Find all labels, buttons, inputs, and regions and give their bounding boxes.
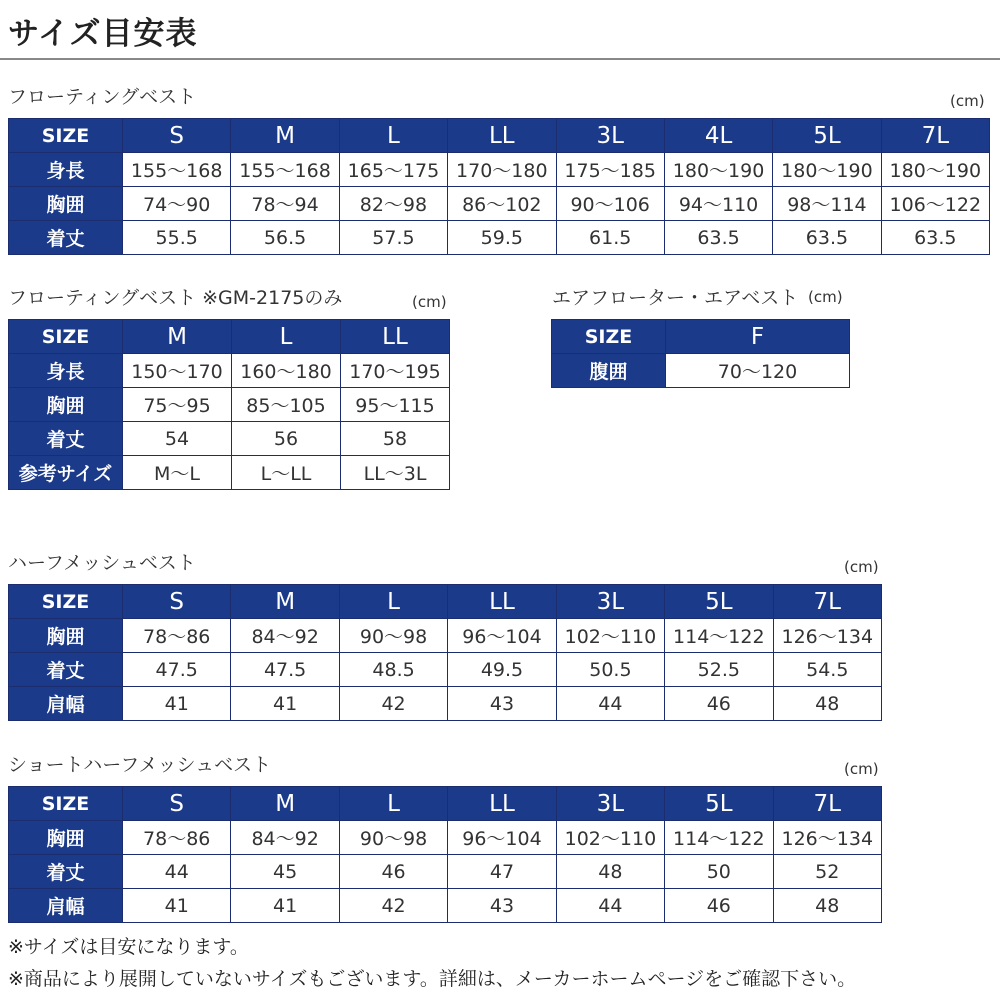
value-cell: 46 xyxy=(665,687,773,721)
value-cell: 55.5 xyxy=(123,221,231,255)
value-cell: 47 xyxy=(448,855,556,889)
value-cell: 155〜168 xyxy=(123,153,231,187)
value-cell: 160〜180 xyxy=(232,354,341,388)
size-header-label: SIZE xyxy=(9,320,123,354)
size-header-label: SIZE xyxy=(9,787,123,821)
value-cell: 48.5 xyxy=(339,653,447,687)
size-header-row xyxy=(9,119,990,153)
size-header-cell: 3L xyxy=(556,119,664,153)
value-cell: 85〜105 xyxy=(232,388,341,422)
value-cell: 84〜92 xyxy=(231,821,339,855)
size-header-cell: LL xyxy=(448,787,556,821)
size-header-cell: S xyxy=(123,787,231,821)
table-row xyxy=(9,855,882,889)
value-cell: 47.5 xyxy=(123,653,231,687)
row-label: 肩幅 xyxy=(9,687,123,721)
value-cell: 84〜92 xyxy=(231,619,339,653)
value-cell: 78〜94 xyxy=(231,187,339,221)
size-header-cell: LL xyxy=(448,119,556,153)
note-size-guide: ※サイズは目安になります。 xyxy=(8,936,249,958)
value-cell: 63.5 xyxy=(664,221,772,255)
size-header-cell: F xyxy=(666,320,850,354)
value-cell: 94〜110 xyxy=(664,187,772,221)
size-table-floating-vest xyxy=(8,118,990,255)
value-cell: L〜LL xyxy=(232,456,341,490)
note-availability: ※商品により展開していないサイズもございます。詳細は、メーカーホームページをご確認下さい。 xyxy=(8,968,857,990)
value-cell: 150〜170 xyxy=(123,354,232,388)
page-title: サイズ目安表 xyxy=(8,16,198,52)
value-cell: 63.5 xyxy=(881,221,989,255)
unit-label: (cm) xyxy=(412,293,447,311)
value-cell: 41 xyxy=(123,889,231,923)
value-cell: 74〜90 xyxy=(123,187,231,221)
row-label: 身長 xyxy=(9,153,123,187)
value-cell: 90〜106 xyxy=(556,187,664,221)
value-cell: 42 xyxy=(339,889,447,923)
section-title-air-floater: エアフローター・エアベスト xyxy=(552,287,799,309)
size-header-cell: LL xyxy=(448,585,556,619)
value-cell: 54.5 xyxy=(773,653,881,687)
value-cell: 155〜168 xyxy=(231,153,339,187)
value-cell: 86〜102 xyxy=(448,187,556,221)
size-header-row xyxy=(9,320,450,354)
size-header-cell: 5L xyxy=(665,787,773,821)
size-header-cell: M xyxy=(231,585,339,619)
value-cell: 61.5 xyxy=(556,221,664,255)
table-row xyxy=(9,687,882,721)
value-cell: 180〜190 xyxy=(881,153,989,187)
value-cell: 48 xyxy=(556,855,664,889)
table-row xyxy=(9,889,882,923)
value-cell: 165〜175 xyxy=(339,153,447,187)
value-cell: 58 xyxy=(341,422,450,456)
size-header-cell: 3L xyxy=(556,585,664,619)
size-header-cell: S xyxy=(123,119,231,153)
section-title-short-half-mesh-vest: ショートハーフメッシュベスト xyxy=(8,754,272,776)
value-cell: 57.5 xyxy=(339,221,447,255)
row-label: 参考サイズ xyxy=(9,456,123,490)
value-cell: 78〜86 xyxy=(123,821,231,855)
size-header-cell: 4L xyxy=(664,119,772,153)
row-label: 着丈 xyxy=(9,653,123,687)
value-cell: 43 xyxy=(448,687,556,721)
row-label: 着丈 xyxy=(9,422,123,456)
size-header-cell: 7L xyxy=(881,119,989,153)
value-cell: 48 xyxy=(773,687,881,721)
row-label: 着丈 xyxy=(9,855,123,889)
value-cell: 96〜104 xyxy=(448,619,556,653)
value-cell: 42 xyxy=(339,687,447,721)
row-label: 胸囲 xyxy=(9,187,123,221)
size-header-label: SIZE xyxy=(552,320,666,354)
value-cell: M〜L xyxy=(123,456,232,490)
size-table-air-floater xyxy=(551,319,850,388)
row-label: 身長 xyxy=(9,354,123,388)
value-cell: 59.5 xyxy=(448,221,556,255)
size-table-floating-vest-gm2175 xyxy=(8,319,450,490)
size-header-row xyxy=(9,787,882,821)
row-label: 胸囲 xyxy=(9,821,123,855)
value-cell: 52 xyxy=(773,855,881,889)
size-header-label: SIZE xyxy=(9,119,123,153)
title-divider xyxy=(0,58,1000,60)
table-row xyxy=(552,354,850,388)
value-cell: 41 xyxy=(231,889,339,923)
value-cell: 49.5 xyxy=(448,653,556,687)
size-header-row xyxy=(552,320,850,354)
value-cell: 56.5 xyxy=(231,221,339,255)
value-cell: LL〜3L xyxy=(341,456,450,490)
value-cell: 82〜98 xyxy=(339,187,447,221)
value-cell: 180〜190 xyxy=(664,153,772,187)
value-cell: 70〜120 xyxy=(666,354,850,388)
table-row xyxy=(9,221,990,255)
value-cell: 106〜122 xyxy=(881,187,989,221)
value-cell: 46 xyxy=(665,889,773,923)
value-cell: 170〜180 xyxy=(448,153,556,187)
size-header-row xyxy=(9,585,882,619)
value-cell: 75〜95 xyxy=(123,388,232,422)
size-table-short-half-mesh-vest xyxy=(8,786,882,923)
value-cell: 52.5 xyxy=(665,653,773,687)
size-header-cell: L xyxy=(339,585,447,619)
value-cell: 50.5 xyxy=(556,653,664,687)
size-table-half-mesh-vest xyxy=(8,584,882,721)
size-header-cell: M xyxy=(231,119,339,153)
value-cell: 175〜185 xyxy=(556,153,664,187)
size-header-cell: LL xyxy=(341,320,450,354)
value-cell: 102〜110 xyxy=(556,821,664,855)
value-cell: 126〜134 xyxy=(773,619,881,653)
value-cell: 50 xyxy=(665,855,773,889)
unit-label: (cm) xyxy=(844,558,879,576)
value-cell: 78〜86 xyxy=(123,619,231,653)
size-header-cell: M xyxy=(123,320,232,354)
value-cell: 114〜122 xyxy=(665,821,773,855)
value-cell: 41 xyxy=(123,687,231,721)
size-header-cell: 5L xyxy=(665,585,773,619)
value-cell: 44 xyxy=(556,687,664,721)
unit-label: (cm) xyxy=(808,288,843,306)
value-cell: 44 xyxy=(123,855,231,889)
value-cell: 54 xyxy=(123,422,232,456)
size-header-cell: 5L xyxy=(773,119,881,153)
unit-label: (cm) xyxy=(950,92,985,110)
table-row xyxy=(9,619,882,653)
value-cell: 43 xyxy=(448,889,556,923)
value-cell: 96〜104 xyxy=(448,821,556,855)
row-label: 着丈 xyxy=(9,221,123,255)
size-header-cell: 7L xyxy=(773,585,881,619)
size-header-cell: 7L xyxy=(773,787,881,821)
value-cell: 90〜98 xyxy=(339,821,447,855)
value-cell: 180〜190 xyxy=(773,153,881,187)
section-title-half-mesh-vest: ハーフメッシュベスト xyxy=(8,552,196,574)
table-row xyxy=(9,388,450,422)
section-title-floating-vest: フローティングベスト xyxy=(8,86,197,108)
size-header-cell: S xyxy=(123,585,231,619)
value-cell: 90〜98 xyxy=(339,619,447,653)
table-row xyxy=(9,422,450,456)
value-cell: 47.5 xyxy=(231,653,339,687)
size-header-cell: L xyxy=(339,787,447,821)
table-row xyxy=(9,187,990,221)
unit-label: (cm) xyxy=(844,760,879,778)
value-cell: 98〜114 xyxy=(773,187,881,221)
row-label: 腹囲 xyxy=(552,354,666,388)
value-cell: 48 xyxy=(773,889,881,923)
table-row xyxy=(9,821,882,855)
value-cell: 41 xyxy=(231,687,339,721)
size-header-cell: 3L xyxy=(556,787,664,821)
section-title-floating-vest-gm2175: フローティングベスト ※GM-2175のみ xyxy=(8,287,343,309)
value-cell: 63.5 xyxy=(773,221,881,255)
table-row xyxy=(9,354,450,388)
value-cell: 45 xyxy=(231,855,339,889)
value-cell: 56 xyxy=(232,422,341,456)
value-cell: 102〜110 xyxy=(556,619,664,653)
value-cell: 46 xyxy=(339,855,447,889)
row-label: 胸囲 xyxy=(9,619,123,653)
table-row xyxy=(9,653,882,687)
value-cell: 114〜122 xyxy=(665,619,773,653)
value-cell: 170〜195 xyxy=(341,354,450,388)
row-label: 肩幅 xyxy=(9,889,123,923)
value-cell: 95〜115 xyxy=(341,388,450,422)
row-label: 胸囲 xyxy=(9,388,123,422)
table-row xyxy=(9,153,990,187)
size-header-cell: M xyxy=(231,787,339,821)
value-cell: 44 xyxy=(556,889,664,923)
value-cell: 126〜134 xyxy=(773,821,881,855)
size-header-label: SIZE xyxy=(9,585,123,619)
size-header-cell: L xyxy=(339,119,447,153)
table-row xyxy=(9,456,450,490)
size-header-cell: L xyxy=(232,320,341,354)
